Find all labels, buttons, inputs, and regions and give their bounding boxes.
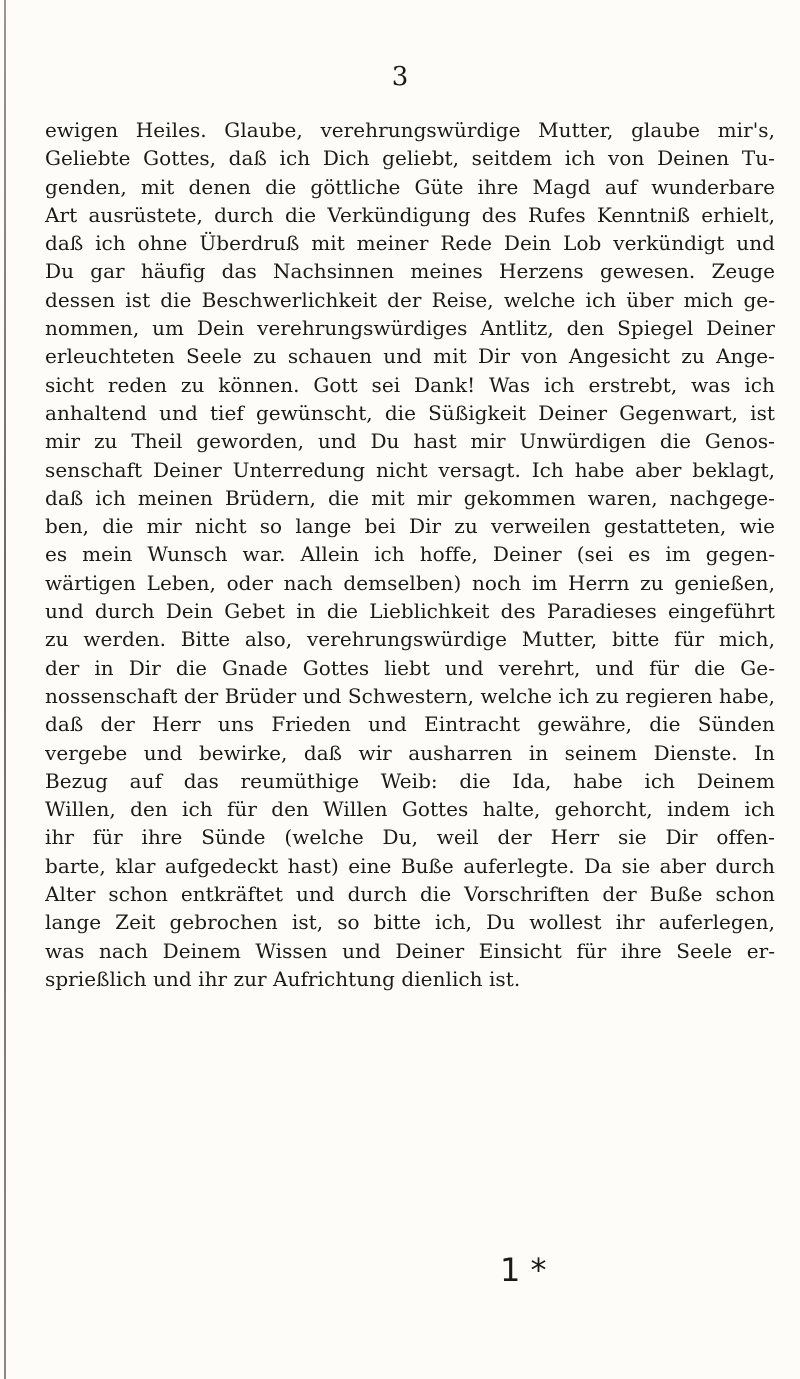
text-line: daß ich ohne Überdruß mit meiner Rede Dein Lob verkündigt und <box>45 231 775 256</box>
text-line: der in Dir die Gnade Gottes liebt und verehrt, und für die Ge- <box>45 655 775 680</box>
page-number: 3 <box>391 62 409 92</box>
text-line: anhaltend und tief gewünscht, die Süßigkeit Deiner Gegenwart, ist <box>45 400 775 425</box>
text-line: Alter schon entkräftet und durch die Vorschriften der Buße schon <box>45 882 775 907</box>
text-line: erleuchteten Seele zu schauen und mit Dir von Angesicht zu Ange- <box>45 344 775 369</box>
text-line: es mein Wunsch war. Allein ich hoffe, Deiner (sei es im gegen- <box>45 542 775 567</box>
text-line: Bezug auf das reumüthige Weib: die Ida, habe ich Deinem <box>45 768 775 793</box>
text-line: senschaft Deiner Unterredung nicht versagt. Ich habe aber beklagt, <box>45 457 775 482</box>
text-line: ihr für ihre Sünde (welche Du, weil der Herr sie Dir offen- <box>45 825 775 850</box>
text-line: was nach Deinem Wissen und Deiner Einsicht für ihre Seele er- <box>45 938 775 963</box>
text-line: nommen, um Dein verehrungswürdiges Antlitz, den Spiegel Deiner <box>45 316 775 341</box>
text-line: genden, mit denen die göttliche Güte ihre Magd auf wunderbare <box>45 174 775 199</box>
text-line: wärtigen Leben, oder nach demselben) noch im Herrn zu genießen, <box>45 570 775 595</box>
binding-edge <box>4 0 6 1379</box>
text-line: Willen, den ich für den Willen Gottes halte, gehorcht, indem ich <box>45 797 775 822</box>
text-line: barte, klar aufgedeckt hast) eine Buße auferlegte. Da sie aber durch <box>45 853 775 878</box>
text-line: vergebe und bewirke, daß wir ausharren in seinem Dienste. In <box>45 740 775 765</box>
text-line: mir zu Theil geworden, und Du hast mir Unwürdigen die Genos- <box>45 429 775 454</box>
text-line: nossenschaft der Brüder und Schwestern, welche ich zu regieren habe, <box>45 683 775 708</box>
body-text <box>45 116 775 993</box>
text-line: daß der Herr uns Frieden und Eintracht gewähre, die Sünden <box>45 712 775 737</box>
text-line: daß ich meinen Brüdern, die mit mir gekommen waren, nachgege- <box>45 485 775 510</box>
text-line: sprießlich und ihr zur Aufrichtung dienlich ist. <box>45 966 521 991</box>
text-line: und durch Dein Gebet in die Lieblichkeit des Paradieses eingeführt <box>45 599 775 624</box>
text-line: zu werden. Bitte also, verehrungswürdige Mutter, bitte für mich, <box>45 627 775 652</box>
text-line: Art ausrüstete, durch die Verkündigung des Rufes Kenntniß erhielt, <box>45 202 775 227</box>
text-line: ben, die mir nicht so lange bei Dir zu verweilen gestatteten, wie <box>45 514 775 539</box>
text-line: sicht reden zu können. Gott sei Dank! Was ich erstrebt, was ich <box>45 372 775 397</box>
signature-mark: 1 * <box>500 1251 547 1289</box>
text-line: ewigen Heiles. Glaube, verehrungswürdige Mutter, glaube mir's, <box>45 118 775 142</box>
text-line: dessen ist die Beschwerlichkeit der Reise, welche ich über mich ge- <box>45 287 775 312</box>
text-line: Geliebte Gottes, daß ich Dich geliebt, seitdem ich von Deinen Tu- <box>45 146 775 171</box>
text-line: lange Zeit gebrochen ist, so bitte ich, Du wollest ihr auferlegen, <box>45 910 775 935</box>
text-line: Du gar häufig das Nachsinnen meines Herzens gewesen. Zeuge <box>45 259 775 284</box>
